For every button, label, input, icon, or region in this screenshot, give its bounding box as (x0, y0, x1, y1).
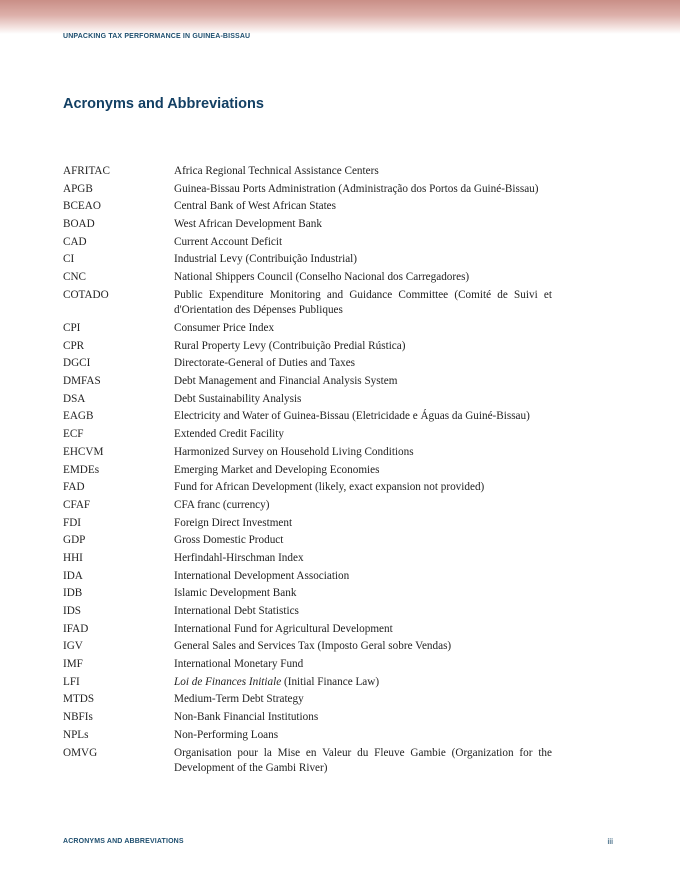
acronym-definition: Islamic Development Bank (174, 587, 297, 600)
acronym-row (63, 728, 563, 744)
acronym-row (63, 516, 563, 532)
acronym-term: FAD (63, 481, 85, 494)
acronym-definition: Herfindahl-Hirschman Index (174, 551, 304, 564)
acronym-row (63, 392, 563, 408)
acronym-row (63, 604, 563, 620)
acronym-term: BCEAO (63, 200, 101, 213)
acronym-row (63, 533, 563, 549)
acronym-term: AFRITAC (63, 165, 110, 177)
acronym-definition: Emerging Market and Developing Economies (174, 463, 380, 476)
acronym-row (63, 427, 563, 443)
acronym-term: NPLs (63, 728, 89, 741)
acronym-row (63, 339, 563, 355)
acronym-term: HHI (63, 551, 83, 564)
acronym-definition: National Shippers Council (Conselho Nacional dos Carregadores) (174, 271, 470, 284)
acronym-definition: Medium-Term Debt Strategy (174, 693, 304, 706)
acronym-term: CPI (63, 322, 81, 334)
acronym-definition: Non-Performing Loans (174, 728, 279, 741)
acronym-term: COTADO (63, 288, 109, 301)
acronym-definition: International Development Association (174, 569, 350, 582)
acronym-term: DGCI (63, 357, 91, 370)
acronym-row (63, 586, 563, 602)
acronym-definition (174, 675, 552, 691)
acronym-term: CAD (63, 235, 87, 248)
acronym-definition: Organisation pour la Mise en Valeur du Fleuve Gambie (Organization for the Development of the Gambi River) (174, 746, 552, 774)
acronym-row (63, 288, 563, 319)
acronym-term: BOAD (63, 218, 95, 231)
acronym-definition: International Debt Statistics (174, 605, 299, 617)
acronym-row (63, 445, 563, 461)
acronym-row (63, 409, 563, 425)
acronym-term: IDA (63, 569, 83, 582)
acronym-definition: Rural Property Levy (Contribuição Predial Rústica) (174, 339, 406, 352)
acronym-term: ECF (63, 428, 84, 441)
acronym-row (63, 252, 563, 268)
acronym-term: LFI (63, 675, 80, 688)
acronym-row (63, 199, 563, 215)
acronym-definition: Public Expenditure Monitoring and Guidance Committee (Comité de Suivi et d'Orientation des Dépenses Publiques (174, 288, 552, 317)
acronym-term: DSA (63, 392, 86, 405)
acronym-row (63, 710, 563, 726)
acronym-definition: Central Bank of West African States (174, 200, 337, 213)
acronym-row (63, 356, 563, 372)
acronym-term: OMVG (63, 746, 98, 759)
acronym-row (63, 498, 563, 514)
acronym-row (63, 746, 563, 777)
acronym-term: NBFIs (63, 711, 93, 724)
acronym-definition: Extended Credit Facility (174, 428, 284, 441)
acronym-term: CFAF (63, 498, 91, 511)
acronym-term: FDI (63, 516, 82, 529)
acronym-row (63, 321, 563, 337)
acronym-definition: Current Account Deficit (174, 235, 283, 248)
acronym-definition: Non-Bank Financial Institutions (174, 711, 319, 724)
acronym-row (63, 569, 563, 585)
acronym-row (63, 374, 563, 390)
acronym-row (63, 622, 563, 638)
acronym-row (63, 164, 563, 180)
acronym-term: CI (63, 253, 75, 266)
running-header: UNPACKING TAX PERFORMANCE IN GUINEA-BISSAU (63, 33, 251, 40)
acronym-definition: International Monetary Fund (174, 658, 304, 671)
acronym-row (63, 217, 563, 233)
acronym-term: IFAD (63, 622, 89, 635)
acronym-term: EMDEs (63, 463, 100, 476)
page-title: Acronyms and Abbreviations (63, 96, 264, 112)
acronym-row (63, 270, 563, 286)
acronym-definition: Debt Management and Financial Analysis System (174, 375, 398, 388)
acronym-term: CPR (63, 339, 85, 352)
running-footer: ACRONYMS AND ABBREVIATIONS (63, 838, 184, 845)
acronym-list (63, 164, 563, 779)
acronym-term: CNC (63, 271, 87, 284)
acronym-row (63, 657, 563, 673)
acronym-row (63, 480, 563, 496)
page-number: iii (607, 836, 613, 846)
acronym-definition: Fund for African Development (likely, exact expansion not provided) (174, 481, 485, 494)
header-color-band (0, 0, 680, 34)
acronym-term: GDP (63, 534, 86, 547)
acronym-term: IGV (63, 640, 83, 653)
acronym-term: IMF (63, 658, 83, 671)
acronym-term: EAGB (63, 410, 94, 423)
acronym-row (63, 551, 563, 567)
acronym-definition: Africa Regional Technical Assistance Centers (174, 165, 379, 177)
acronym-term: IDS (63, 605, 82, 617)
acronym-row (63, 235, 563, 251)
acronym-definition: Debt Sustainability Analysis (174, 392, 302, 405)
acronym-definition: Consumer Price Index (174, 322, 275, 334)
acronym-definition: CFA franc (currency) (174, 498, 270, 511)
acronym-definition-italic: Loi de Finances Initiale (174, 675, 282, 688)
acronym-definition: International Fund for Agricultural Development (174, 622, 393, 635)
acronym-row (63, 463, 563, 479)
acronym-row (63, 639, 563, 655)
acronym-definition: West African Development Bank (174, 218, 322, 231)
acronym-term: IDB (63, 587, 83, 600)
acronym-term: APGB (63, 182, 93, 195)
acronym-definition-rest: (Initial Finance Law) (281, 675, 380, 688)
acronym-row (63, 182, 563, 198)
acronym-row (63, 675, 563, 691)
acronym-definition: Guinea-Bissau Ports Administration (Administração dos Portos da Guiné-Bissau) (174, 182, 539, 195)
acronym-definition: General Sales and Services Tax (Imposto Geral sobre Vendas) (174, 640, 452, 653)
acronym-definition: Foreign Direct Investment (174, 516, 293, 529)
acronym-definition: Electricity and Water of Guinea-Bissau (Eletricidade e Águas da Guiné-Bissau) (174, 410, 530, 423)
acronym-definition: Directorate-General of Duties and Taxes (174, 357, 356, 370)
acronym-definition: Harmonized Survey on Household Living Conditions (174, 445, 414, 458)
acronym-definition: Industrial Levy (Contribuição Industrial) (174, 253, 357, 266)
acronym-row (63, 692, 563, 708)
acronym-term: DMFAS (63, 375, 101, 388)
acronym-term: EHCVM (63, 445, 104, 458)
acronym-term: MTDS (63, 693, 95, 706)
acronym-definition: Gross Domestic Product (174, 534, 284, 547)
